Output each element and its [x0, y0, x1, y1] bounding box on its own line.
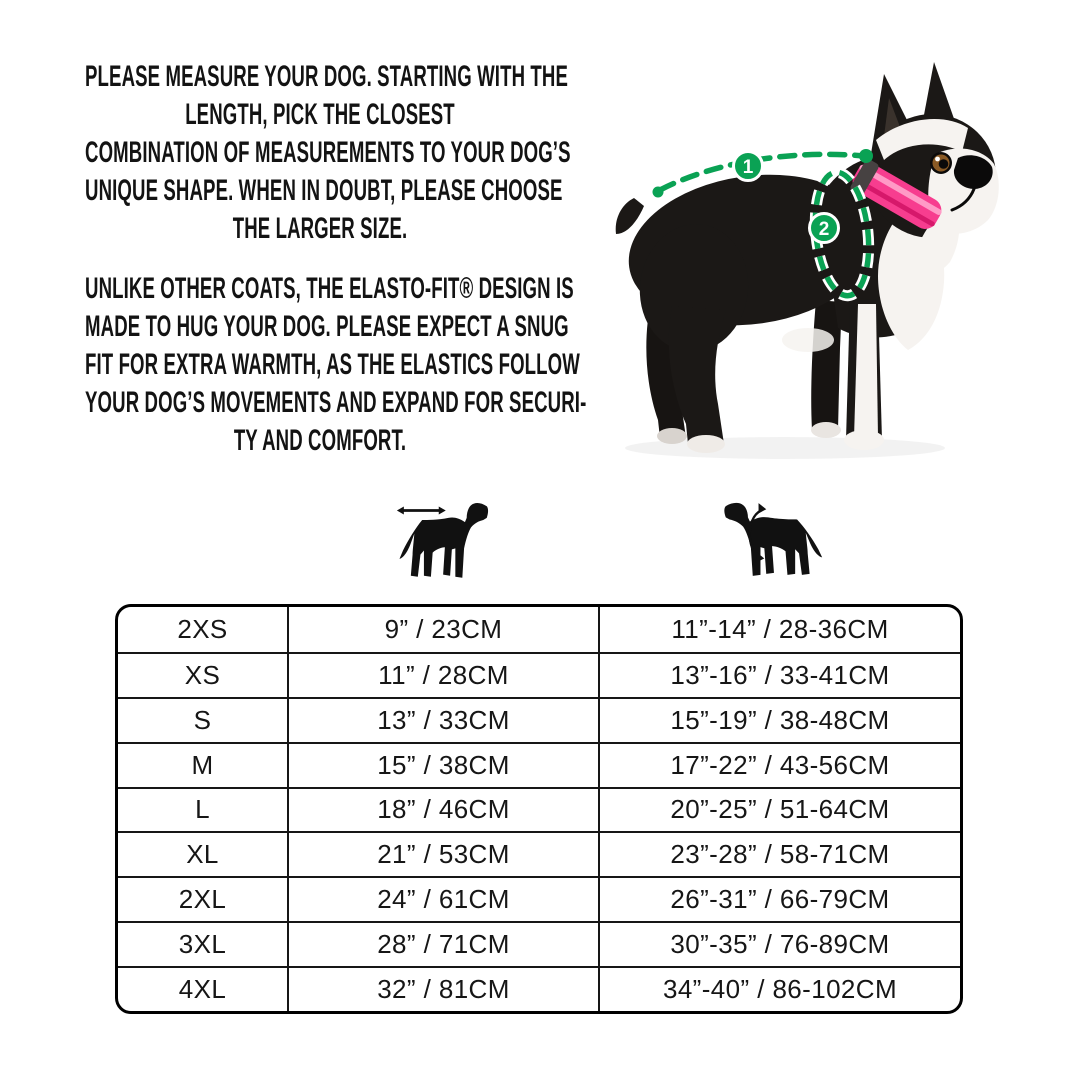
dog-eye: [930, 152, 952, 174]
svg-text:1: 1: [742, 157, 754, 178]
length-cell: 21” / 53CM: [287, 833, 598, 876]
length-cell: 9” / 23CM: [287, 607, 598, 652]
dog-girth-arrow-icon: [720, 500, 826, 580]
instruction-line: LENGTH, PICK THE CLOSEST: [185, 98, 455, 131]
girth-cell: 11”-14” / 28-36CM: [598, 607, 960, 652]
girth-cell: 13”-16” / 33-41CM: [598, 654, 960, 697]
instruction-line: FIT FOR EXTRA WARMTH, AS THE ELASTICS FOLLOW: [85, 348, 580, 381]
table-row: [118, 697, 960, 742]
girth-cell: 23”-28” / 58-71CM: [598, 833, 960, 876]
size-cell: M: [191, 749, 214, 780]
instruction-line: YOUR DOG’S MOVEMENTS AND EXPAND FOR SECURI-: [85, 386, 587, 419]
table-row: [118, 607, 960, 652]
girth-cell: 17”-22” / 43-56CM: [598, 744, 960, 787]
instruction-line: TY AND COMFORT.: [233, 424, 407, 457]
table-row: [118, 876, 960, 921]
measure-instructions: [85, 58, 571, 248]
size-cell: S: [193, 704, 212, 735]
length-cell: 24” / 61CM: [287, 878, 598, 921]
table-row: [118, 921, 960, 966]
length-cell: 13” / 33CM: [287, 699, 598, 742]
girth-measure-icon: [720, 500, 826, 580]
table-row: [118, 831, 960, 876]
length-cell: 18” / 46CM: [287, 789, 598, 832]
dog-body: [616, 62, 999, 453]
table-row: [118, 787, 960, 832]
size-cell: 2XL: [178, 884, 227, 915]
marker-2: [810, 214, 839, 243]
size-cell: L: [195, 794, 210, 825]
instruction-line: PLEASE MEASURE YOUR DOG. STARTING WITH THE: [85, 60, 568, 93]
marker-1: [734, 152, 763, 181]
instruction-line: COMBINATION OF MEASUREMENTS TO YOUR DOG’S: [85, 136, 571, 169]
size-cell: XL: [186, 839, 219, 870]
dog-length-arrow-icon: [396, 500, 492, 582]
boston-terrier-illustration: [600, 48, 1080, 468]
girth-cell: 15”-19” / 38-48CM: [598, 699, 960, 742]
elasto-fit-note: [85, 270, 587, 460]
table-row: [118, 742, 960, 787]
size-cell: XS: [184, 659, 221, 690]
size-cell: 2XS: [177, 613, 228, 644]
girth-cell: 20”-25” / 51-64CM: [598, 789, 960, 832]
length-cell: 28” / 71CM: [287, 923, 598, 966]
length-arrow: [397, 507, 446, 515]
size-table: [115, 604, 963, 1014]
length-cell: 32” / 81CM: [287, 968, 598, 1011]
girth-cell: 30”-35” / 76-89CM: [598, 923, 960, 966]
girth-cell: 26”-31” / 66-79CM: [598, 878, 960, 921]
instruction-line: MADE TO HUG YOUR DOG. PLEASE EXPECT A SNUG: [85, 310, 569, 343]
table-row: [118, 966, 960, 1011]
instruction-line: UNLIKE OTHER COATS, THE ELASTO-FIT® DESIGN IS: [85, 272, 574, 305]
girth-cell: 34”-40” / 86-102CM: [598, 968, 960, 1011]
length-cell: 11” / 28CM: [287, 654, 598, 697]
instruction-line: THE LARGER SIZE.: [232, 212, 408, 245]
svg-text:2: 2: [818, 219, 830, 240]
length-cell: 15” / 38CM: [287, 744, 598, 787]
length-measure-icon: [396, 500, 492, 582]
instruction-line: UNIQUE SHAPE. WHEN IN DOUBT, PLEASE CHOOSE: [85, 174, 563, 207]
table-row: [118, 652, 960, 697]
size-cell: 4XL: [178, 974, 227, 1005]
dog-measurement-photo: [600, 48, 1080, 468]
size-cell: 3XL: [178, 929, 227, 960]
